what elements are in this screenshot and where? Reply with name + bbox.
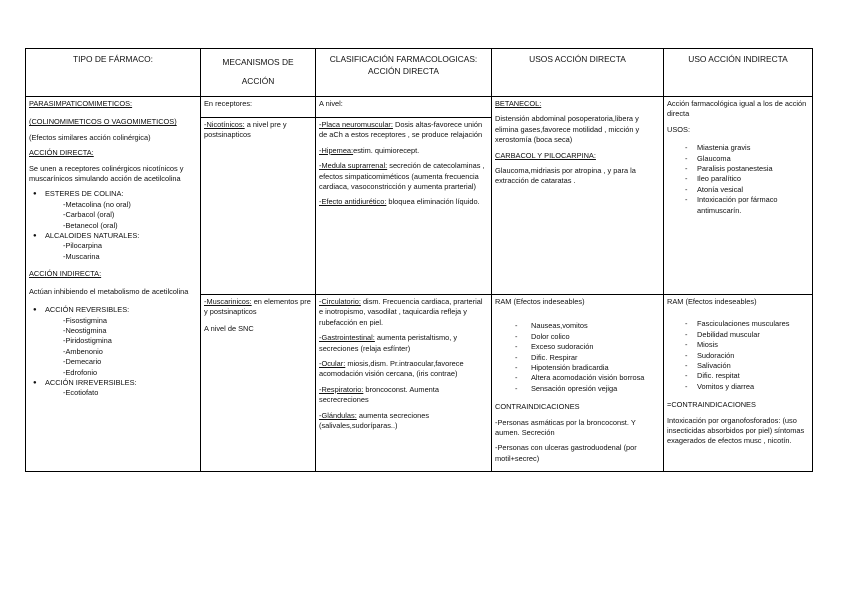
antidiuretico-text: bloquea eliminación líquido. [386,197,480,207]
betanecol-text: Distensión abdominal posoperatoria,libera y elimina gases,favorece motilidad , micción y xerostomía (boca seca) [495,114,640,145]
list-item: - Hipotensión bradicardia [495,363,660,373]
cell-uso-indirecta [664,97,813,472]
accion-directa-title: ACCIÓN DIRECTA: [29,148,94,158]
header-mecanismos: MECANISMOS DE ACCIÓN [201,49,316,97]
muscarinicos-text: en elementos pre y postsinapticos [204,297,311,317]
nicotinicos-label: -Nicotínicos: [204,120,245,129]
accion-indirecta-title: ACCIÓN INDIRECTA: [29,269,102,279]
accion-directa-text: Se unen a receptores colinérgicos nicotínicos y muscarínicos simulando acción de acetilcolina [29,163,184,184]
hipemea-label: -Hipemea: [319,145,354,155]
usos-heading: USOS: [667,124,690,134]
glandulas-label: -Glándulas: [319,410,357,420]
reversibles-list [63,316,197,378]
nicotinic-effects [316,117,491,294]
nicotinicos-text: a nivel pre y postsinapticos [204,120,287,140]
list-item: - Sudoración [667,351,809,361]
carbacol-title: CARBACOL Y PILOCARPINA: [495,150,596,160]
list-item: - Dific. respitat [667,371,809,381]
cell-clasificacion [316,97,492,472]
reversibles-heading: ● ACCIÓN REVERSIBLES: [45,305,197,315]
list-item: -Carbacol (oral) [63,210,115,220]
list-item: - Dolor colico [495,332,660,342]
contraindicacion-organofosforados: Intoxicación por organofosforados: (uso insecticidas absorbidos por piel) síntomas exagerados de efectos musc , nicotín. [667,415,805,446]
header-clasificacion: CLASIFICACIÓN FARMACOLOGICAS: ACCIÓN DIRECTA [316,49,492,97]
snc-label: A nivel de SNC [204,323,254,333]
list-item: -Pilocarpina [63,241,103,251]
list-item: - Glaucoma [667,154,809,164]
antidiuretico-label: -Efecto antidiurético: [319,197,387,207]
pharmacology-table [25,48,813,472]
ram-directa-block [492,294,663,471]
list-item: -Neostigmina [63,325,107,335]
list-item: - Altera acomodación visión borrosa [495,373,660,383]
parasimpaticomimeticos-title: PARASIMPATICOMIMETICOS: [29,99,133,108]
esteres-heading: ● ESTERES DE COLINA: [45,189,197,199]
list-item: - Nauseas,vomitos [495,321,660,331]
header-row [26,49,813,97]
respiratorio-label: -Respiratorio: [319,384,364,394]
colinomimeticos-subtitle: (COLINOMIMETICOS O VAGOMIMETICOS) [29,117,177,127]
header-uso-indirecta: USO ACCIÓN INDIRECTA [664,49,813,97]
list-item: - Dific. Respirar [495,353,660,363]
carbacol-text: Glaucoma,midriasis por atropina , y para la extracción de cataratas . [495,166,636,186]
medula-label: -Medula suprarrenal: [319,161,388,171]
usos-indirecta-block [664,97,812,294]
list-item: -Ambenonio [63,346,103,356]
list-item: -Metacolina (no oral) [63,199,131,209]
header-tipo-farmaco: TIPO DE FÁRMACO: [26,49,201,97]
placa-text: Dosis altas-favorece unión de aCh a estos receptores , se produce relajación [319,120,483,140]
glandulas-text: aumenta secreciones (salivales,sudoríparas..) [319,410,430,431]
list-item: - Fasciculaciones musculares [667,319,809,329]
list-item: -Piridostigmina [63,336,112,346]
body-row [26,97,813,472]
contraindicacion-ulceras: -Personas con ulceras gastroduodenal (por motil+secrec) [495,443,637,463]
muscarinicos-block [201,294,315,341]
list-item: - Miastenia gravis [667,143,809,153]
list-item: - Atonía vesical [667,185,809,195]
ocular-label: -Ocular: [319,359,346,369]
cell-usos-directa [492,97,664,472]
list-item: -Fisostigmina [63,315,107,325]
list-item: - Ileo paralítico [667,174,809,184]
list-item: - Vomitos y diarrea [667,382,809,392]
list-item: -Muscarina [63,251,100,261]
alcaloides-heading: ● ALCALOIDES NATURALES: [45,231,197,241]
usos-directa-block [492,97,663,294]
accion-indirecta-text: Actúan inhibiendo el metabolismo de acetilcolina [29,286,189,296]
list-item: - Intoxicación por fármaco antimuscarín. [667,195,809,216]
esteres-list [63,200,197,231]
ram-indirecta-block [664,294,812,454]
header-usos-directa: USOS ACCIÓN DIRECTA [492,49,664,97]
respiratorio-text: broncoconst. Aumenta secrecreciones [319,384,439,405]
effects-note: (Efectos similares acción colinérgica) [29,132,151,142]
circulatorio-label: -Circulatorio: [319,297,361,306]
gastro-text: aumenta peristaltismo, y secreciones (relaja esfínter) [319,333,458,353]
list-item: - Salivación [667,361,809,371]
list-item: - Sensación opresión vejiga [495,384,660,394]
receptores-label: En receptores: [204,99,253,108]
muscarinicos-label: -Muscarinicos: [204,297,252,306]
contraindicaciones-heading: =CONTRAINDICACIONES [667,400,756,410]
ram-indirecta-heading: RAM (Efectos indeseables) [667,297,757,306]
list-item: -Ecotiofato [63,388,99,398]
circulatorio-text: dism. Frecuencia cardiaca, prarterial e inotropismo, vasodilat , taquicardia refleja y rubefacción en piel. [319,297,483,327]
gastro-label: -Gastrointestinal: [319,333,375,343]
list-item: - Debilidad muscular [667,330,809,340]
irreversibles-heading: ● ACCIÓN IRREVERSIBLES: [45,378,197,388]
list-item: - Exceso sudoración [495,342,660,352]
list-item: -Demecario [63,357,102,367]
medula-text: secreción de catecolaminas , efectos simpaticomiméticos (aumenta frecuencia cardiaca, vasoconstricción y aumenta prarterial) [319,161,485,192]
list-item: - Paralisis postanestesia [667,164,809,174]
betanecol-title: BETANECOL: [495,99,542,108]
list-item: - Miosis [667,340,809,350]
list-item: -Edrofonio [63,367,98,377]
nicotinicos-block [201,117,315,294]
cell-mecanismos [201,97,316,472]
ocular-text: miosis,dism. Pr.intraocular,favorece acomodación visión cercana, (iris contrae) [319,359,464,379]
contraindicaciones-heading: CONTRAINDICACIONES [495,402,580,412]
nivel-label: A nivel: [319,99,343,108]
contraindicacion-asma: -Personas asmáticas por la broncoconst. Y aumen. Secreción [495,417,636,438]
indirecta-intro: Acción farmacológica igual a los de acción directa [667,99,807,119]
placa-label: -Placa neuromuscular: [319,120,393,129]
alcaloides-list [63,241,197,262]
list-item: -Betanecol (oral) [63,220,118,230]
hipemea-text: estim. quimiorecept. [353,145,420,155]
muscarinic-effects [316,294,491,438]
cell-tipo-farmaco [26,97,201,472]
ram-directa-heading: RAM (Efectos indeseables) [495,297,585,306]
irreversibles-list [63,388,197,398]
